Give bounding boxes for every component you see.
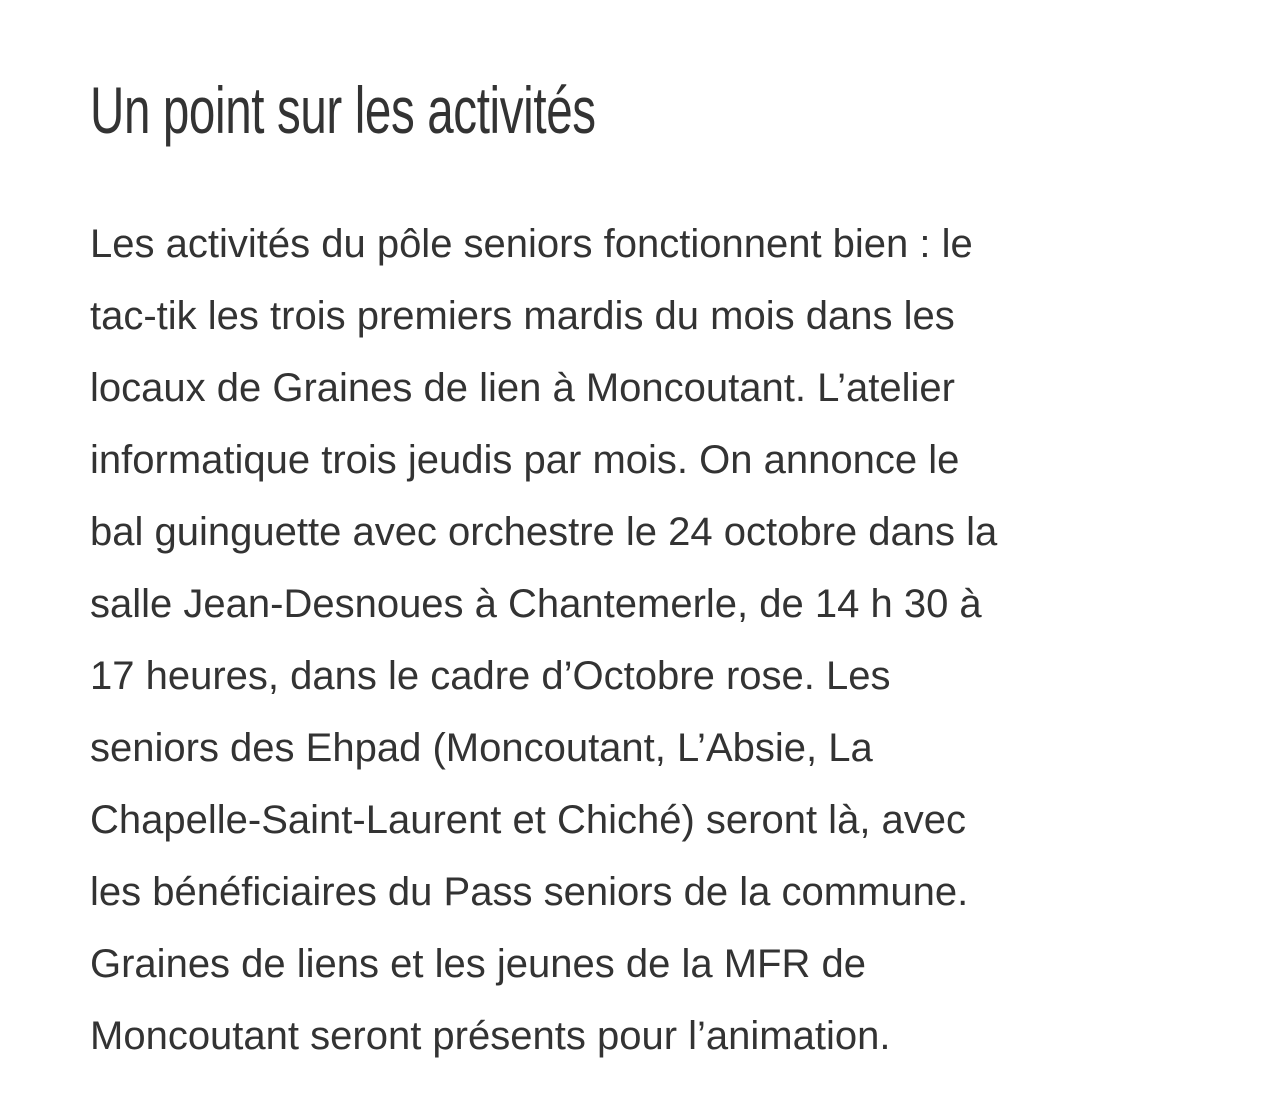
body-line: les bénéficiaires du Pass seniors de la commune. [90, 870, 969, 914]
body-line: tac-tik les trois premiers mardis du mois dans les [90, 294, 955, 338]
article-body [90, 208, 1200, 1072]
body-line: 17 heures, dans le cadre d’Octobre rose. Les [90, 654, 891, 698]
body-line: informatique trois jeudis par mois. On annonce le [90, 438, 960, 482]
body-line: seniors des Ehpad (Moncoutant, L’Absie, La [90, 726, 873, 770]
body-line: Chapelle-Saint-Laurent et Chiché) seront là, avec [90, 798, 967, 842]
body-line: Graines de liens et les jeunes de la MFR de [90, 942, 866, 986]
body-line: Les activités du pôle seniors fonctionnent bien : le [90, 222, 973, 266]
body-line: locaux de Graines de lien à Moncoutant. L’atelier [90, 366, 955, 410]
article-title: Un point sur les activités [90, 73, 596, 147]
body-line: salle Jean-Desnoues à Chantemerle, de 14 h 30 à [90, 582, 982, 626]
body-line: bal guinguette avec orchestre le 24 octobre dans la [90, 510, 998, 554]
body-line: Moncoutant seront présents pour l’animation. [90, 1014, 891, 1058]
article [90, 0, 1200, 1072]
